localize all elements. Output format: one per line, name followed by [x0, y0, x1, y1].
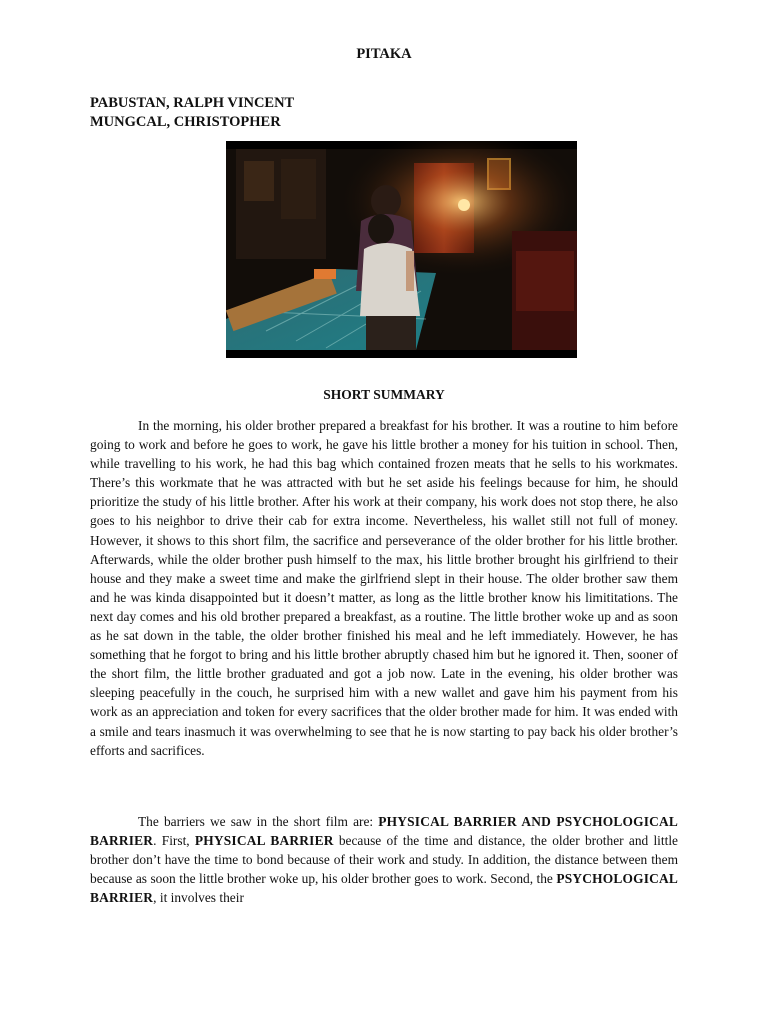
author-list [90, 94, 294, 132]
barriers-emphasis: PHYSICAL BARRIER AND PSYCHOLOGICAL BARRIER [90, 814, 679, 849]
author-name: MUNGCAL, CHRISTOPHER [90, 114, 281, 130]
barriers-text: , it involves their [153, 890, 244, 906]
barriers-text: The barriers we saw in the short film are: [138, 814, 379, 829]
author-name: PABUSTAN, RALPH VINCENT [90, 95, 295, 111]
summary-paragraph: In the morning, his older brother prepared a breakfast for his brother. It was a routine to him before going to work and before he goes to work, he gave his little brother a money for his tuition in school. Then, while travelling to his work, he had this bag which contained frozen meats that he sells to his workmates. There’s this workmate that he was attracted with but he set aside his feelings because for him, he should prioritize the study of his little brother. After his work at their company, his work does not stop there, he also goes to his neighbor to drive their cab for extra income. Nevertheless, his wallet still not full of money. However, it shows to this short film, the sacrifice and perseverance of the older brother for his little brother. Afterwards, while the older brother push himself to the max, his little brother brought his girlfriend to their house and they make a sweet time and make the girlfriend slept in their house. The older brother saw them and he was kinda disappointed but it doesn’t matter, as long as the little brother know his limititations. The next day comes and his old brother prepared a breakfast, as a routine. The little brother woke up and as soon as he sat down in the table, the older brother finished his meal and he left immediately. However, he has something that he forgot to bring and his little brother abruptly chased him but he ignored it. Then, sooner of the short film, the little brother graduated and got a job now. Late in the evening, his older brother was sleeping peacefully in the couch, he surprised him with a new wallet and gave him his payment from his work as an appreciation and token for every sacrifices that the older brother made for him. It was ended with a smile and tears inasmuch it was overwhelming to see that he is now starting to pay back his older brother’s efforts and sacrifices. [90, 418, 678, 758]
barriers-emphasis: PHYSICAL BARRIER [194, 833, 334, 849]
film-still-image [226, 141, 577, 358]
section-heading-short-summary: SHORT SUMMARY [323, 387, 445, 402]
barriers-text: . First, [153, 833, 195, 849]
barriers-emphasis: PSYCHOLOGICAL BARRIER [90, 871, 678, 906]
document-title: PITAKA [356, 46, 412, 62]
barriers-text: because of the time and distance, the older brother and little brother don’t have the time to bond because of their work and study. In addition, the distance between them because as soon the little brother woke up, his older brother goes to work. Second, the [90, 833, 679, 887]
barriers-paragraph [90, 812, 678, 907]
